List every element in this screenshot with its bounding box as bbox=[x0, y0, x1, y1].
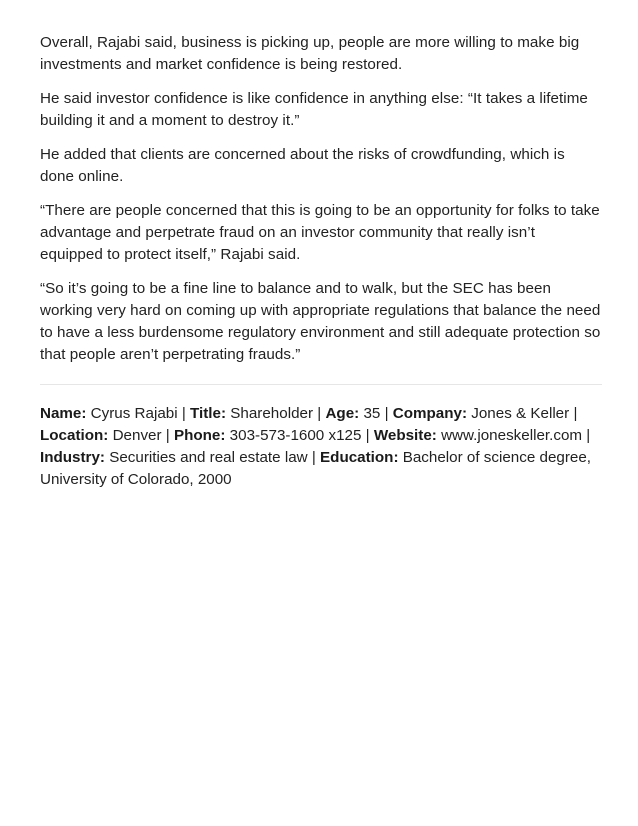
bio-separator: | bbox=[586, 427, 591, 444]
bio-label-phone: Phone: bbox=[173, 427, 226, 444]
article-paragraph: He said investor confidence is like confidence in anything else: “It takes a lifetime building it and a moment to destroy it.” bbox=[40, 90, 588, 129]
bio-value-age: 35 bbox=[363, 405, 381, 422]
bio-value-phone: 303-573-1600 x125 bbox=[229, 427, 362, 444]
article-paragraph: He added that clients are concerned about the risks of crowdfunding, which is done online. bbox=[40, 146, 565, 185]
bio-label-location: Location: bbox=[40, 427, 109, 444]
bio-separator: | bbox=[573, 405, 578, 422]
bio-value-title: Shareholder bbox=[230, 405, 314, 422]
bio-value-education: Bachelor of science degree, University of Colorado, 2000 bbox=[40, 449, 592, 488]
bio-separator: | bbox=[181, 405, 186, 422]
bio-separator: | bbox=[384, 405, 389, 422]
bio-label-company: Company: bbox=[392, 405, 468, 422]
bio-value-name: Cyrus Rajabi bbox=[90, 405, 178, 422]
bio-value-industry: Securities and real estate law bbox=[109, 449, 308, 466]
bio-value-website: www.joneskeller.com bbox=[441, 427, 583, 444]
bio-label-age: Age: bbox=[325, 405, 360, 422]
article-paragraph: “So it’s going to be a fine line to balance and to walk, but the SEC has been working very hard on coming up with appropriate regulations that balance the need to have a less burdensome regulatory environment and still adequate protection so that people aren’t perpetrating frauds.” bbox=[40, 280, 601, 363]
bio-label-industry: Industry: bbox=[40, 449, 105, 466]
bio-label-website: Website: bbox=[373, 427, 437, 444]
bio-label-name: Name: bbox=[40, 405, 87, 422]
bio-label-education: Education: bbox=[320, 449, 399, 466]
bio-value-location: Denver bbox=[112, 427, 162, 444]
profile-bio bbox=[40, 403, 602, 491]
bio-value-company: Jones & Keller bbox=[471, 405, 570, 422]
bio-separator: | bbox=[365, 427, 370, 444]
article-paragraph: Overall, Rajabi said, business is picking up, people are more willing to make big investments and market confidence is being restored. bbox=[40, 34, 580, 73]
article-paragraph: “There are people concerned that this is going to be an opportunity for folks to take advantage and perpetrate fraud on an investor community that really isn’t equipped to protect itself,” Rajabi said. bbox=[40, 202, 600, 263]
article-body bbox=[40, 32, 602, 491]
bio-separator: | bbox=[165, 427, 170, 444]
section-divider bbox=[40, 384, 602, 385]
bio-separator: | bbox=[317, 405, 322, 422]
bio-label-title: Title: bbox=[190, 405, 227, 422]
bio-separator: | bbox=[311, 449, 316, 466]
